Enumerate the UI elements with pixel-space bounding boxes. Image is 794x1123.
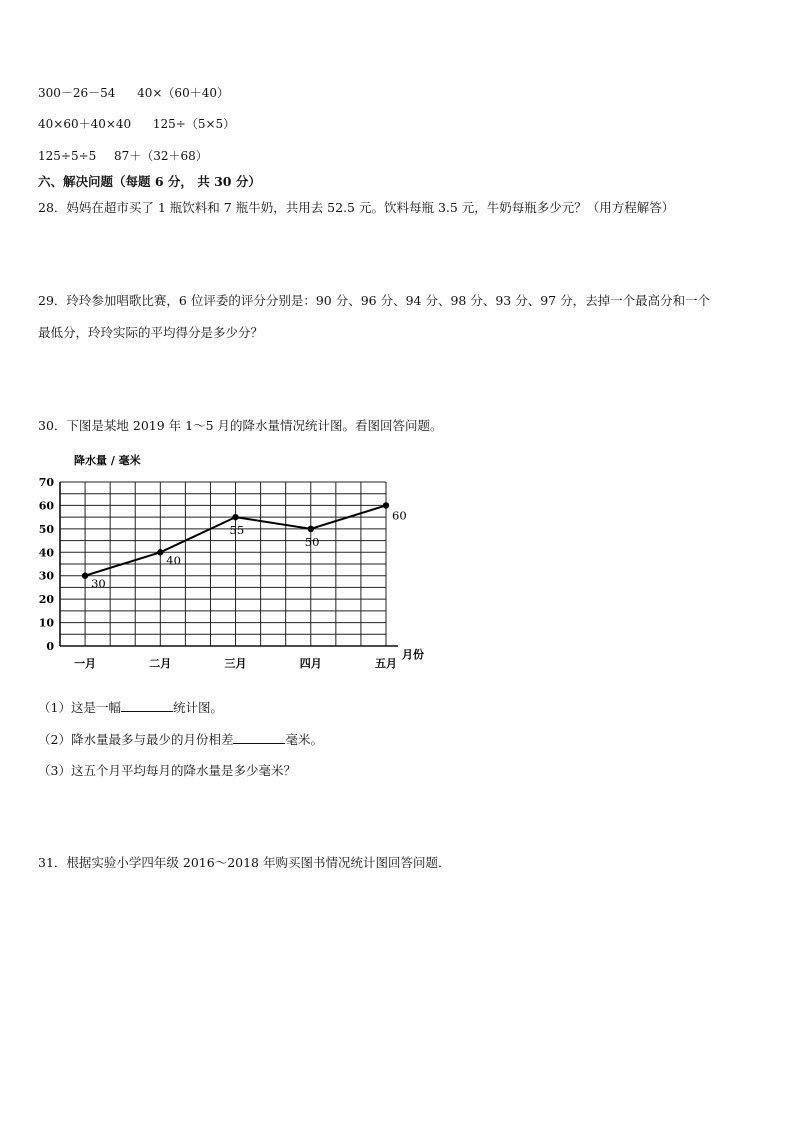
data-label: 60 [392, 508, 407, 523]
calc-1b: 40×（60＋40） [137, 86, 229, 100]
data-point [82, 573, 88, 579]
calc-row-1 [38, 84, 229, 101]
y-tick-label: 60 [38, 499, 54, 513]
question-29-line-1: 29．玲玲参加唱歌比赛，6 位评委的评分分别是：90 分、96 分、94 分、98 分、93 分、97 分，去掉一个最高分和一个 [38, 293, 711, 308]
answer-blank-1[interactable] [121, 699, 173, 712]
x-tick-label: 五月 [375, 657, 397, 670]
question-29-line-2: 最低分，玲玲实际的平均得分是多少分？ [38, 325, 264, 340]
y-tick-label: 30 [38, 569, 54, 583]
question-30: 30．下图是某地 2019 年 1～5 月的降水量情况统计图。看图回答问题。 [38, 418, 443, 433]
chart-y-label: 降水量 / 毫米 [74, 454, 141, 467]
chart-x-label: 月份 [402, 648, 424, 661]
data-point [157, 549, 163, 555]
question-31: 31．根据实验小学四年级 2016～2018 年购买图书情况统计图回答问题． [38, 855, 451, 870]
sub1-prefix: （1）这是一幅 [38, 700, 121, 715]
question-30-sub-3: （3）这五个月平均每月的降水量是多少毫米？ [38, 763, 296, 778]
data-label: 40 [166, 553, 181, 568]
data-label: 55 [229, 523, 245, 538]
x-tick-label: 一月 [74, 657, 97, 670]
section-title: 六、解决问题（每题 6 分， 共 30 分） [38, 174, 261, 189]
chart-series [82, 502, 407, 590]
y-tick-label: 50 [38, 522, 54, 536]
sub1-suffix: 统计图。 [172, 700, 223, 715]
sub2-suffix: 毫米。 [285, 732, 323, 747]
calc-row-2 [38, 115, 235, 132]
y-tick-label: 10 [38, 616, 54, 630]
rainfall-line-chart [30, 448, 450, 678]
data-point [383, 502, 389, 508]
data-label: 50 [304, 534, 320, 549]
calc-1a: 300－26－54 [38, 86, 116, 100]
y-tick-label: 0 [46, 640, 54, 653]
calc-row-3 [38, 147, 208, 164]
chart-x-ticks [74, 657, 397, 670]
calc-2a: 40×60＋40×40 [38, 117, 132, 131]
data-label: 30 [91, 576, 106, 591]
data-point [308, 526, 314, 532]
calc-2b: 125÷（5×5） [152, 117, 236, 131]
calc-3a: 125÷5÷5 [38, 149, 97, 163]
y-tick-label: 70 [38, 476, 54, 489]
data-point [232, 514, 238, 520]
question-28: 28．妈妈在超市买了 1 瓶饮料和 7 瓶牛奶，共用去 52.5 元。饮料每瓶 3.5 元，牛奶每瓶多少元？（用方程解答） [38, 200, 675, 215]
question-30-sub-1 [38, 698, 223, 716]
chart-y-ticks [39, 476, 55, 653]
y-tick-label: 20 [38, 593, 54, 607]
x-tick-label: 三月 [224, 657, 247, 670]
chart-grid [60, 482, 386, 646]
x-tick-label: 四月 [299, 657, 322, 670]
calc-3b: 87＋（32＋68） [113, 149, 208, 163]
y-tick-label: 40 [38, 546, 54, 560]
sub2-prefix: （2）降水量最多与最少的月份相差 [38, 732, 234, 747]
answer-blank-2[interactable] [233, 731, 285, 744]
question-30-sub-2 [38, 730, 323, 748]
x-tick-label: 二月 [149, 657, 172, 670]
